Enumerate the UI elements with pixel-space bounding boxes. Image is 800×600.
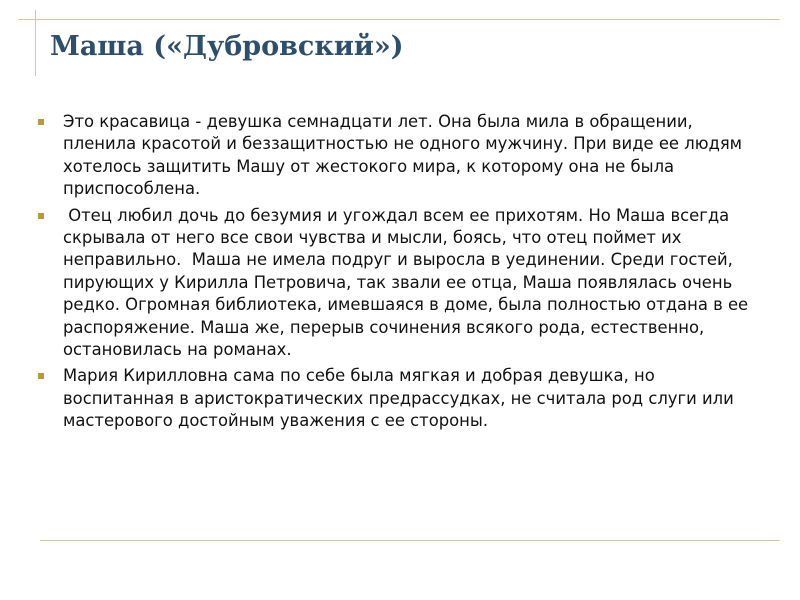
left-accent-line	[35, 10, 36, 76]
bullet-item	[38, 111, 758, 201]
bullet-text: Мария Кирилловна сама по себе была мягкая и добрая девушка, но воспитанная в аристократических предрассудках, не считала род слуги или мастерового достойным уважения с ее стороны.	[63, 366, 734, 431]
bullet-list	[38, 111, 758, 437]
slide-title: Маша («Дубровский»)	[50, 31, 404, 62]
bullet-item	[38, 205, 758, 362]
square-bullet-icon	[38, 119, 44, 125]
square-bullet-icon	[38, 213, 44, 219]
square-bullet-icon	[38, 373, 44, 379]
top-divider-line	[18, 19, 780, 20]
bullet-item	[38, 365, 758, 432]
bullet-text: Это красавица - девушка семнадцати лет. Она была мила в обращении, пленила красотой и беззащитностью не одного мужчину. При виде ее людям хотелось защитить Машу от жестокого мира, к которому она не была приспособлена.	[63, 112, 743, 199]
bottom-divider-line	[40, 540, 780, 541]
bullet-text: Отец любил дочь до безумия и угождал всем ее прихотям. Но Маша всегда скрывала от него все свои чувства и мысли, боясь, что отец поймет их неправильно. Маша не имела подруг и выросла в уединении. Среди гостей, пирующих у Кирилла Петровича, так звали ее отца, Маша появлялась очень редко. Огромная библиотека, имевшаяся в доме, была полностью отдана в ее распоряжение. Маша же, перерыв сочинения всякого рода, естественно, остановилась на романах.	[63, 205, 754, 360]
